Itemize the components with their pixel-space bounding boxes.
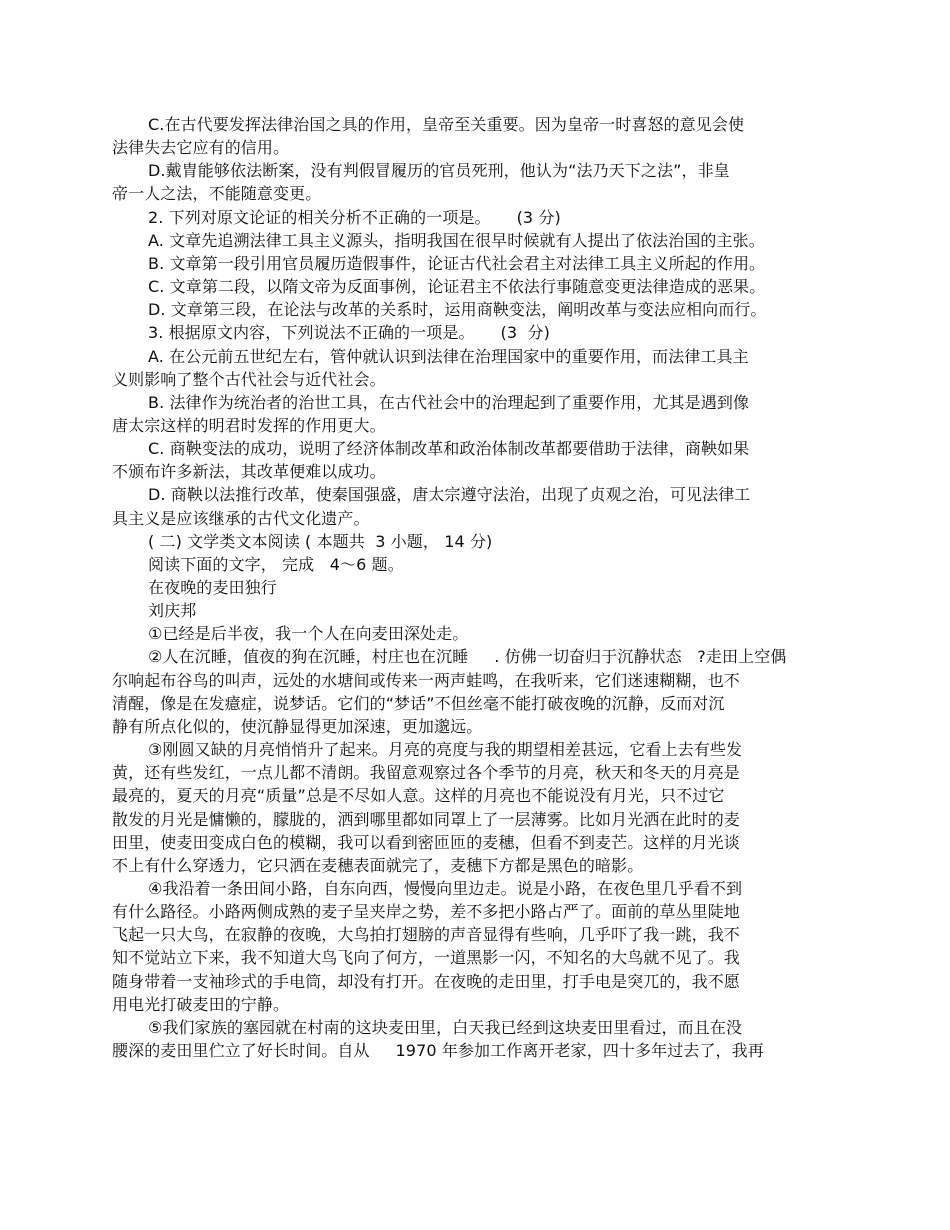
text-line: 黄，还有些发红，一点儿都不清朗。我留意观察过各个季节的月亮，秋天和冬天的月亮是 [112,763,740,783]
text-line: C. 商鞅变法的成功，说明了经济体制改革和政治体制改革都要借助于法律，商鞅如果 [148,439,750,459]
text-line: 具主义是应该继承的古代文化遗产。 [112,508,370,528]
text-line: 有什么路径。小路两侧成熟的麦子呈夹岸之势，差不多把小路占严了。面前的草丛里陡地 [112,902,740,922]
text-line: D. 商鞅以法推行改革，使秦国强盛，唐太宗遵守法治，出现了贞观之治，可见法律工 [148,485,751,505]
text-line: 尔响起布谷鸟的叫声，远处的水塘间或传来一两声蛙鸣，在我听来，它们迷速糊糊，也不 [112,670,740,690]
text-line: 帝一人之法，不能随意变更。 [112,184,322,204]
text-line: 清醒，像是在发癔症，说梦话。它们的“梦话”不但丝毫不能打破夜晚的沉静，反而对沉 [112,693,725,713]
text-line: 静有所点化似的，使沉静显得更加深速，更加邈远。 [112,716,483,736]
text-line: 法律失去它应有的信用。 [112,138,290,158]
text-line: D.戴胄能够依法断案，没有判假冒履历的官员死刑，他认为“法乃天下之法”，非皇 [148,161,730,181]
text-line: 随身带着一支袖珍式的手电筒，却没有打开。在夜晚的走田里，打手电是突兀的，我不愿 [112,971,740,991]
text-line: 义则影响了整个古代社会与近代社会。 [112,369,386,389]
text-line: B. 文章第一段引用官员履历造假事件，论证古代社会君主对法律工具主义所起的作用。 [148,253,766,273]
text-line: A. 文章先追溯法律工具主义源头，指明我国在很早时候就有人提出了依法治国的主张。 [148,230,765,250]
text-line: 3. 根据原文内容，下列说法不正确的一项是。 (3 分) [148,323,550,343]
text-line: 腰深的麦田里伫立了好长时间。自从 1970 年参加工作离开老家，四十多年过去了，我再 [112,1041,764,1060]
text-line: 2. 下列对原文论证的相关分析不正确的一项是。 (3 分) [148,207,561,227]
text-line: A. 在公元前五世纪左右，管仲就认识到法律在治理国家中的重要作用，而法律工具主 [148,346,749,366]
text-line: ④我沿着一条田间小路，自东向西，慢慢向里边走。说是小路，在夜色里几乎看不到 [148,878,743,898]
text-line: 用电光打破麦田的宁静。 [112,994,290,1014]
text-line: 知不觉站立下来，我不知道大鸟飞向了何方，一道黑影一闪，不知名的大鸟就不见了。我 [112,948,740,968]
text-line: B. 法律作为统治者的治世工具，在古代社会中的治理起到了重要作用，尤其是遇到像 [148,392,750,412]
text-line: 田里，使麦田变成白色的模糊，我可以看到密匝匝的麦穗，但看不到麦芒。这样的月光谈 [112,832,740,852]
text-line: ( 二) 文学类文本阅读 ( 本题共 3 小题， 14 分) [148,531,493,551]
text-line: 飞起一只大鸟，在寂静的夜晚，大鸟拍打翅膀的声音显得有些响，几乎吓了我一跳，我不 [112,925,740,945]
text-line: 不颁布许多新法，其改革便难以成功。 [112,462,386,482]
text-line: C.在古代要发挥法律治国之具的作用，皇帝至关重要。因为皇帝一时喜怒的意见会使 [148,115,745,134]
text-line: C. 文章第二段，以隋文帝为反面事例，论证君主不依法行事随意变更法律造成的恶果。 [148,277,766,296]
text-line: 散发的月光是慵懒的，朦胧的，洒到哪里都如同罩上了一层薄雾。比如月光洒在此时的麦 [112,809,740,829]
text-line: 最亮的，夏天的月亮“质量”总是不尽如人意。这样的月亮也不能说没有月光，只不过它 [112,786,725,806]
text-line: ①已经是后半夜，我一个人在向麦田深处走。 [148,624,469,644]
text-line: 在夜晚的麦田独行 [148,578,277,597]
text-line: ⑤我们家族的塞园就在村南的这块麦田里，白天我已经到这块麦田里看过，而且在没 [148,1017,743,1037]
text-line: 阅读下面的文字， 完成 4～6 题。 [148,554,404,574]
text-line: 唐太宗这样的明君时发挥的作用更大。 [112,415,386,435]
text-line: ③刚圆又缺的月亮悄悄升了起来。月亮的亮度与我的期望相差甚远，它看上去有些发 [148,740,743,759]
text-line: D. 文章第三段，在论法与改革的关系时，运用商鞅变法，阐明改革与变法应相向而行。 [148,300,767,320]
text-line: 不上有什么穿透力，它只洒在麦穗表面就完了，麦穗下方都是黑色的暗影。 [112,855,644,875]
text-line: ②人在沉睡，值夜的狗在沉睡，村庄也在沉睡 . 仿佛一切奋归于沉静状态 ?走田上空偶 [148,647,787,667]
text-line: 刘庆邦 [148,601,197,621]
